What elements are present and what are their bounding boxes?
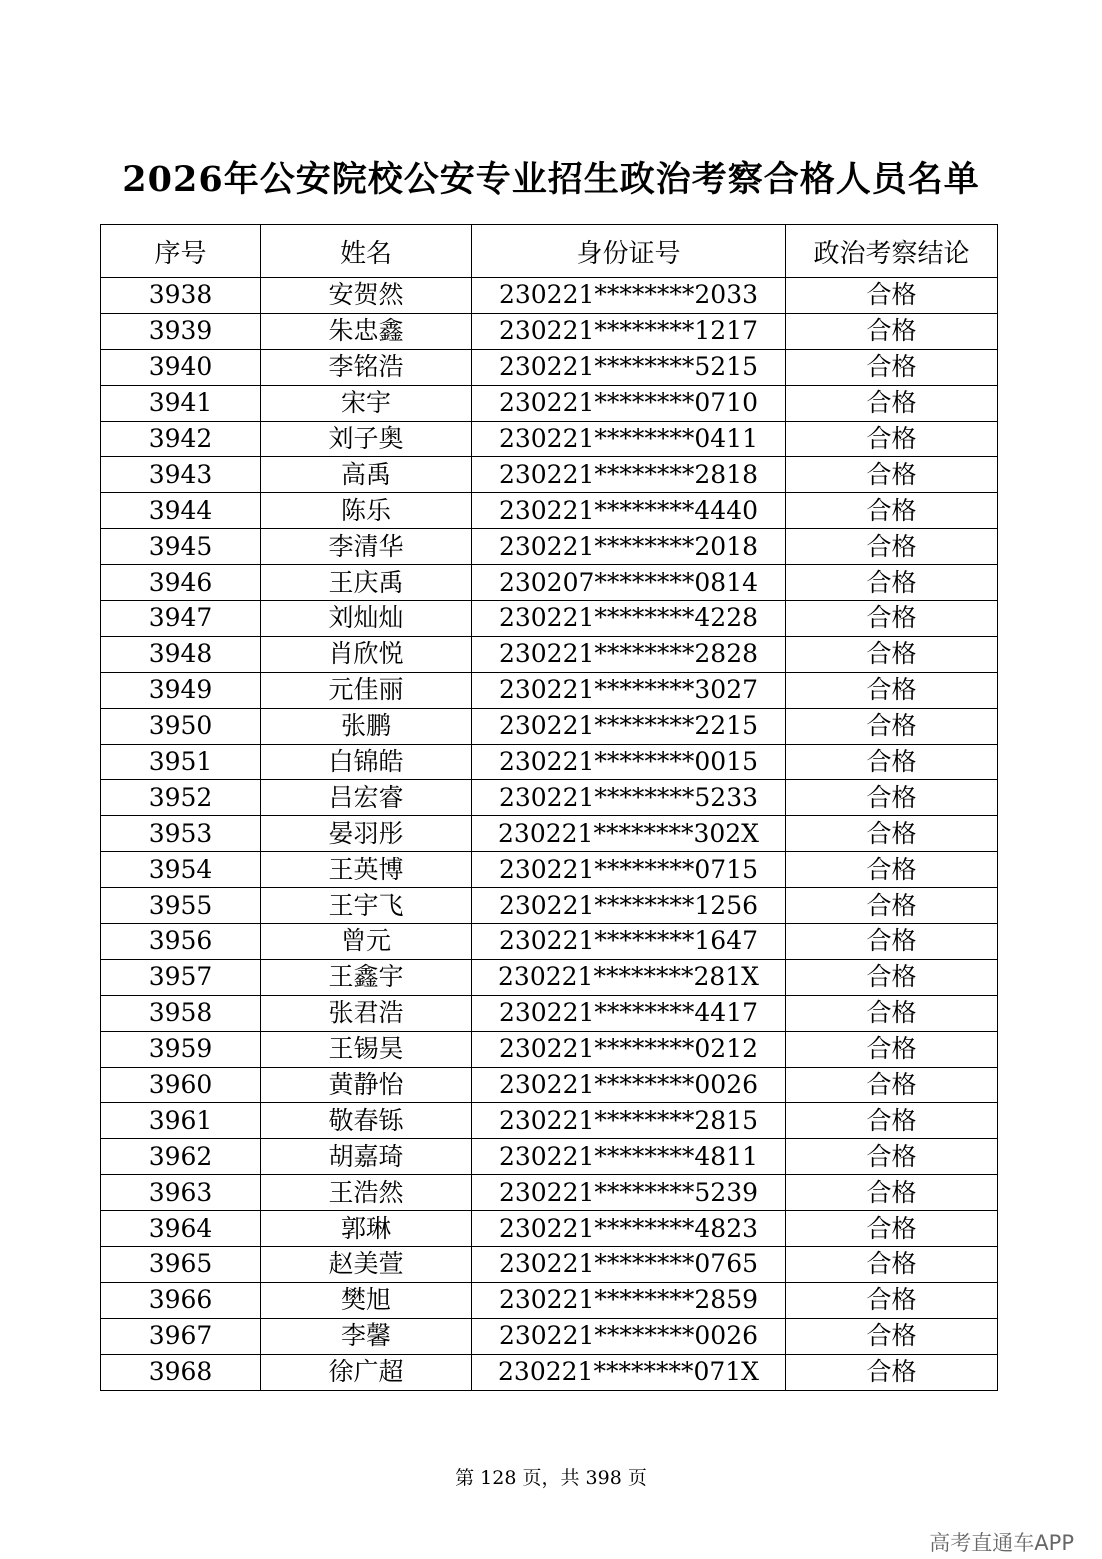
cell-id-number: 230221********5233 (472, 780, 786, 816)
cell-name: 朱忠鑫 (261, 313, 472, 349)
table-row (101, 780, 998, 816)
table-row (101, 1103, 998, 1139)
table-row (101, 1354, 998, 1390)
cell-seq: 3947 (101, 601, 261, 637)
cell-name: 肖欣悦 (261, 636, 472, 672)
cell-id-number: 230221********2828 (472, 636, 786, 672)
cell-seq: 3961 (101, 1103, 261, 1139)
table-row (101, 1318, 998, 1354)
cell-conclusion: 合格 (786, 457, 998, 493)
cell-seq: 3968 (101, 1354, 261, 1390)
cell-conclusion: 合格 (786, 1139, 998, 1175)
cell-seq: 3960 (101, 1067, 261, 1103)
table-row (101, 278, 998, 314)
cell-id-number: 230221********071X (472, 1354, 786, 1390)
cell-conclusion: 合格 (786, 349, 998, 385)
cell-conclusion: 合格 (786, 672, 998, 708)
cell-name: 徐广超 (261, 1354, 472, 1390)
table-row (101, 636, 998, 672)
cell-seq: 3956 (101, 924, 261, 960)
cell-name: 宋宇 (261, 385, 472, 421)
cell-name: 刘子奥 (261, 421, 472, 457)
table-header-row (101, 225, 998, 278)
cell-id-number: 230221********0411 (472, 421, 786, 457)
cell-id-number: 230221********1217 (472, 313, 786, 349)
header-seq: 序号 (101, 225, 261, 278)
cell-name: 王浩然 (261, 1175, 472, 1211)
cell-conclusion: 合格 (786, 1211, 998, 1247)
header-id-number: 身份证号 (472, 225, 786, 278)
cell-id-number: 230207********0814 (472, 565, 786, 601)
cell-seq: 3940 (101, 349, 261, 385)
cell-name: 王锡昊 (261, 1031, 472, 1067)
cell-seq: 3957 (101, 959, 261, 995)
cell-seq: 3965 (101, 1247, 261, 1283)
table-row (101, 1139, 998, 1175)
table-row (101, 1211, 998, 1247)
table-row (101, 995, 998, 1031)
cell-name: 赵美萱 (261, 1247, 472, 1283)
cell-seq: 3949 (101, 672, 261, 708)
cell-name: 黄静怡 (261, 1067, 472, 1103)
cell-id-number: 230221********281X (472, 959, 786, 995)
cell-id-number: 230221********4440 (472, 493, 786, 529)
table-row (101, 1247, 998, 1283)
cell-id-number: 230221********5215 (472, 349, 786, 385)
cell-name: 李馨 (261, 1318, 472, 1354)
cell-id-number: 230221********2818 (472, 457, 786, 493)
cell-name: 张君浩 (261, 995, 472, 1031)
cell-conclusion: 合格 (786, 493, 998, 529)
cell-id-number: 230221********0212 (472, 1031, 786, 1067)
cell-name: 晏羽彤 (261, 816, 472, 852)
cell-name: 王宇飞 (261, 888, 472, 924)
cell-seq: 3950 (101, 708, 261, 744)
cell-conclusion: 合格 (786, 1175, 998, 1211)
table-row (101, 385, 998, 421)
cell-id-number: 230221********2018 (472, 529, 786, 565)
cell-name: 王庆禹 (261, 565, 472, 601)
table-row (101, 529, 998, 565)
cell-conclusion: 合格 (786, 421, 998, 457)
table-row (101, 924, 998, 960)
table-row (101, 1067, 998, 1103)
cell-conclusion: 合格 (786, 385, 998, 421)
cell-seq: 3943 (101, 457, 261, 493)
roster-table (100, 224, 998, 1391)
cell-id-number: 230221********4417 (472, 995, 786, 1031)
cell-name: 王鑫宇 (261, 959, 472, 995)
cell-name: 曾元 (261, 924, 472, 960)
cell-id-number: 230221********0026 (472, 1067, 786, 1103)
cell-seq: 3942 (101, 421, 261, 457)
page-number: 第 128 页，共 398 页 (455, 1467, 647, 1489)
cell-conclusion: 合格 (786, 924, 998, 960)
cell-id-number: 230221********0026 (472, 1318, 786, 1354)
cell-id-number: 230221********5239 (472, 1175, 786, 1211)
table-row (101, 1175, 998, 1211)
table-row (101, 744, 998, 780)
cell-id-number: 230221********2215 (472, 708, 786, 744)
cell-seq: 3955 (101, 888, 261, 924)
header-name: 姓名 (261, 225, 472, 278)
cell-seq: 3967 (101, 1318, 261, 1354)
cell-conclusion: 合格 (786, 313, 998, 349)
cell-seq: 3953 (101, 816, 261, 852)
cell-id-number: 230221********4228 (472, 601, 786, 637)
cell-name: 张鹏 (261, 708, 472, 744)
cell-seq: 3941 (101, 385, 261, 421)
table-row (101, 888, 998, 924)
cell-conclusion: 合格 (786, 995, 998, 1031)
cell-name: 郭琳 (261, 1211, 472, 1247)
cell-id-number: 230221********3027 (472, 672, 786, 708)
cell-seq: 3952 (101, 780, 261, 816)
table-row (101, 421, 998, 457)
page-title: 2026年公安院校公安专业招生政治考察合格人员名单 (122, 159, 980, 200)
cell-name: 敬春铄 (261, 1103, 472, 1139)
watermark: 高考直通车APP (929, 1531, 1074, 1555)
cell-seq: 3964 (101, 1211, 261, 1247)
cell-conclusion: 合格 (786, 959, 998, 995)
cell-name: 高禹 (261, 457, 472, 493)
cell-conclusion: 合格 (786, 601, 998, 637)
cell-seq: 3946 (101, 565, 261, 601)
cell-conclusion: 合格 (786, 565, 998, 601)
cell-conclusion: 合格 (786, 708, 998, 744)
cell-id-number: 230221********2033 (472, 278, 786, 314)
cell-conclusion: 合格 (786, 852, 998, 888)
cell-seq: 3954 (101, 852, 261, 888)
table-row (101, 565, 998, 601)
table-row (101, 708, 998, 744)
cell-seq: 3944 (101, 493, 261, 529)
cell-conclusion: 合格 (786, 1103, 998, 1139)
cell-seq: 3951 (101, 744, 261, 780)
cell-id-number: 230221********302X (472, 816, 786, 852)
cell-conclusion: 合格 (786, 278, 998, 314)
cell-seq: 3962 (101, 1139, 261, 1175)
cell-name: 安贺然 (261, 278, 472, 314)
cell-conclusion: 合格 (786, 636, 998, 672)
cell-conclusion: 合格 (786, 1282, 998, 1318)
cell-name: 李铭浩 (261, 349, 472, 385)
table-row (101, 959, 998, 995)
table-row (101, 349, 998, 385)
cell-conclusion: 合格 (786, 744, 998, 780)
header-conclusion: 政治考察结论 (786, 225, 998, 278)
cell-id-number: 230221********1647 (472, 924, 786, 960)
table-row (101, 672, 998, 708)
cell-conclusion: 合格 (786, 529, 998, 565)
cell-name: 胡嘉琦 (261, 1139, 472, 1175)
cell-id-number: 230221********0015 (472, 744, 786, 780)
cell-conclusion: 合格 (786, 1031, 998, 1067)
cell-name: 李清华 (261, 529, 472, 565)
cell-seq: 3945 (101, 529, 261, 565)
cell-seq: 3959 (101, 1031, 261, 1067)
table-row (101, 1031, 998, 1067)
cell-id-number: 230221********0715 (472, 852, 786, 888)
table-body (101, 278, 998, 1391)
table-row (101, 493, 998, 529)
cell-id-number: 230221********1256 (472, 888, 786, 924)
cell-id-number: 230221********0710 (472, 385, 786, 421)
cell-seq: 3958 (101, 995, 261, 1031)
cell-conclusion: 合格 (786, 816, 998, 852)
cell-conclusion: 合格 (786, 1247, 998, 1283)
cell-id-number: 230221********2815 (472, 1103, 786, 1139)
cell-conclusion: 合格 (786, 1318, 998, 1354)
cell-id-number: 230221********4811 (472, 1139, 786, 1175)
table-row (101, 816, 998, 852)
table-row (101, 601, 998, 637)
cell-name: 陈乐 (261, 493, 472, 529)
table-row (101, 852, 998, 888)
cell-id-number: 230221********0765 (472, 1247, 786, 1283)
cell-name: 刘灿灿 (261, 601, 472, 637)
table-row (101, 313, 998, 349)
cell-id-number: 230221********4823 (472, 1211, 786, 1247)
cell-id-number: 230221********2859 (472, 1282, 786, 1318)
cell-conclusion: 合格 (786, 780, 998, 816)
table-row (101, 457, 998, 493)
cell-name: 元佳丽 (261, 672, 472, 708)
cell-seq: 3948 (101, 636, 261, 672)
cell-seq: 3966 (101, 1282, 261, 1318)
cell-conclusion: 合格 (786, 1067, 998, 1103)
cell-conclusion: 合格 (786, 888, 998, 924)
cell-name: 樊旭 (261, 1282, 472, 1318)
cell-name: 王英博 (261, 852, 472, 888)
cell-name: 吕宏睿 (261, 780, 472, 816)
cell-seq: 3963 (101, 1175, 261, 1211)
cell-conclusion: 合格 (786, 1354, 998, 1390)
cell-name: 白锦皓 (261, 744, 472, 780)
cell-seq: 3939 (101, 313, 261, 349)
cell-seq: 3938 (101, 278, 261, 314)
table-row (101, 1282, 998, 1318)
